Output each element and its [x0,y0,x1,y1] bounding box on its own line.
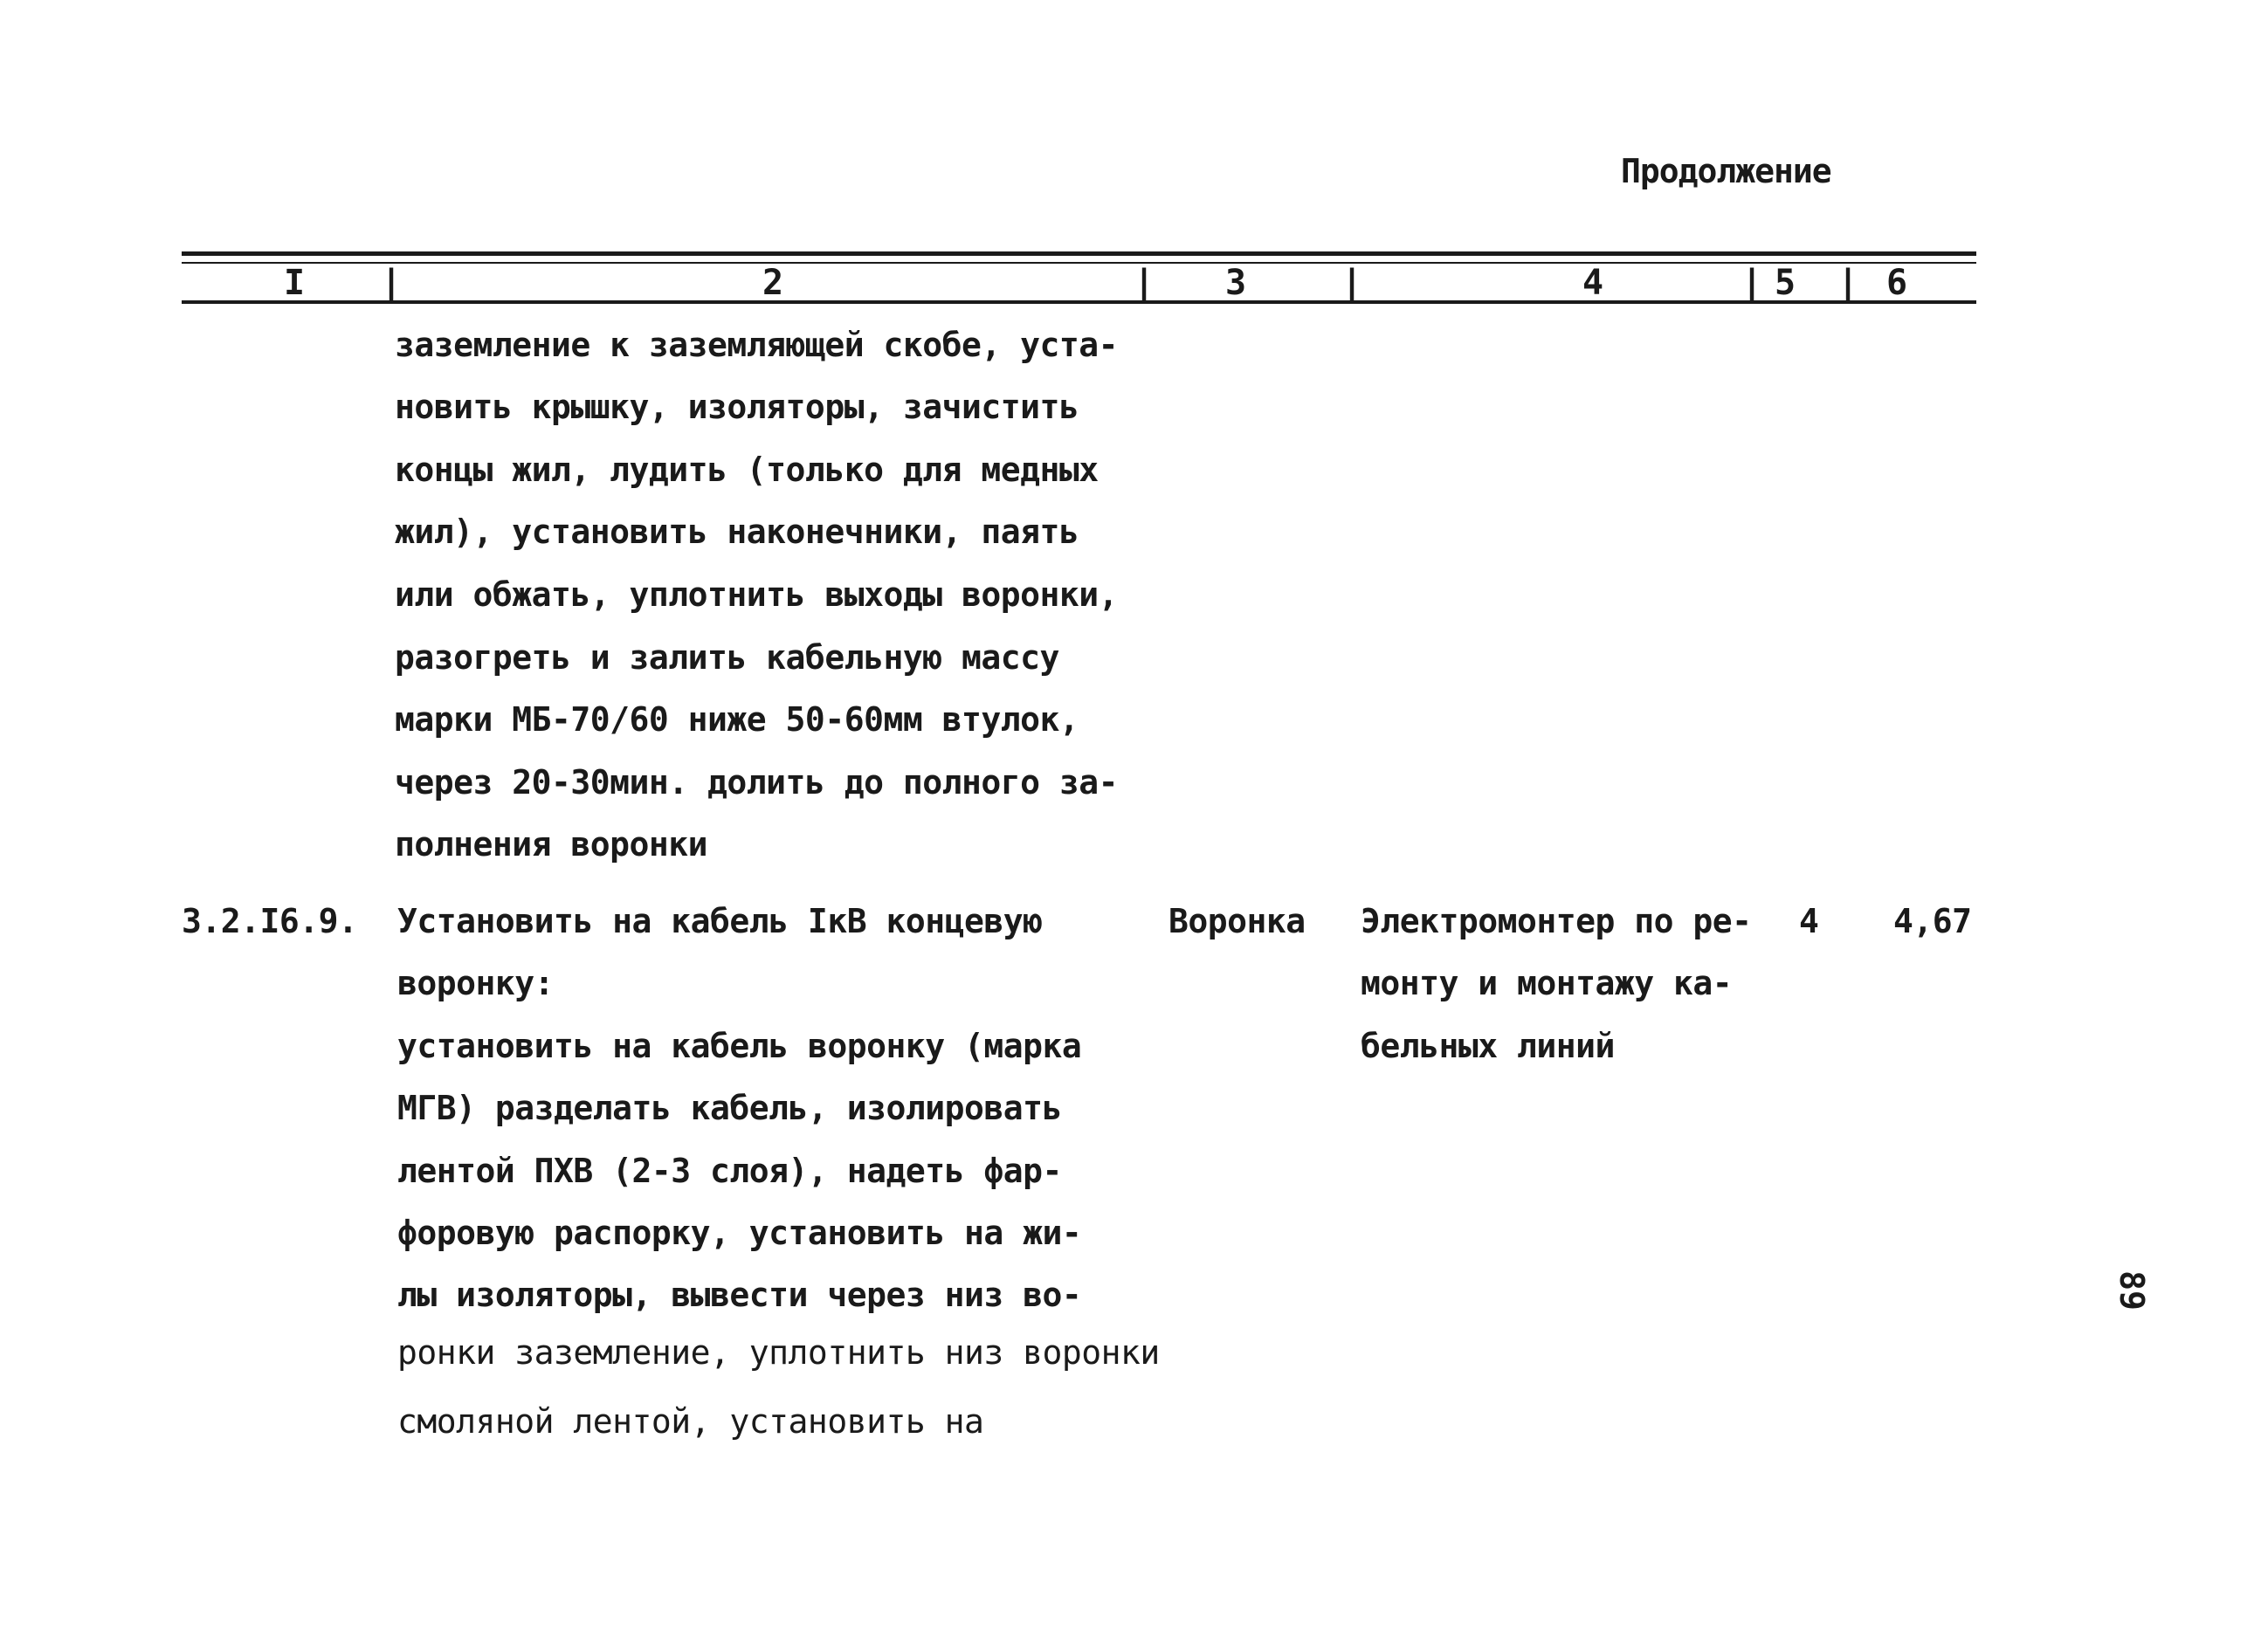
column-separator: | [1837,263,1859,303]
page-number: 89 [2112,1270,2151,1311]
entry-unit: Воронка [1168,902,1306,940]
column-number-2: 2 [762,263,784,303]
column-number-3: 3 [1225,263,1247,303]
text-line: смоляной лентой, установить на [397,1402,984,1441]
text-line: бельных линий [1361,1027,1615,1065]
page-heading: Продолжение [1621,152,1831,190]
entry-grade: 4 [1799,902,1819,940]
text-line: форовую распорку, установить на жи- [397,1214,1082,1252]
text-line: марки МБ-70/60 ниже 50-60мм втулок, [395,700,1079,739]
text-line: концы жил, лудить (только для медных [395,451,1099,489]
column-number-1: I [284,263,306,303]
header-rule-top-thin [182,262,1976,264]
text-line: полнения воронки [395,825,708,864]
text-line: Электромонтер по ре- [1361,902,1752,940]
text-line: установить на кабель воронку (марка [397,1027,1082,1065]
text-line: заземление к заземляющей скобе, уста- [395,326,1118,364]
column-separator: | [1134,263,1155,303]
text-line: МГВ) разделать кабель, изолировать [397,1089,1062,1127]
text-line: воронку: [397,964,555,1002]
text-line: или обжать, уплотнить выходы воронки, [395,575,1118,614]
text-line: ронки заземление, уплотнить низ воронки [397,1333,1160,1372]
column-separator: | [1741,263,1763,303]
text-line: монту и монтажу ка- [1361,964,1733,1002]
text-line: Установить на кабель IкВ концевую [397,902,1043,940]
column-number-6: 6 [1886,263,1908,303]
column-number-5: 5 [1775,263,1796,303]
entry-number: 3.2.I6.9. [182,902,358,940]
column-number-4: 4 [1582,263,1604,303]
entry-value: 4,67 [1893,902,1972,940]
column-separator: | [1341,263,1363,303]
header-rule-bottom [182,300,1976,304]
text-line: лентой ПХВ (2-3 слоя), надеть фар- [397,1152,1062,1190]
text-line: лы изоляторы, вывести через низ во- [397,1276,1082,1314]
header-rule-top [182,251,1976,256]
text-line: разогреть и залить кабельную массу [395,638,1059,677]
text-line: через 20-30мин. долить до полного за- [395,763,1118,802]
text-line: жил), установить наконечники, паять [395,513,1079,551]
text-line: новить крышку, изоляторы, зачистить [395,388,1079,426]
column-separator: | [381,263,403,303]
